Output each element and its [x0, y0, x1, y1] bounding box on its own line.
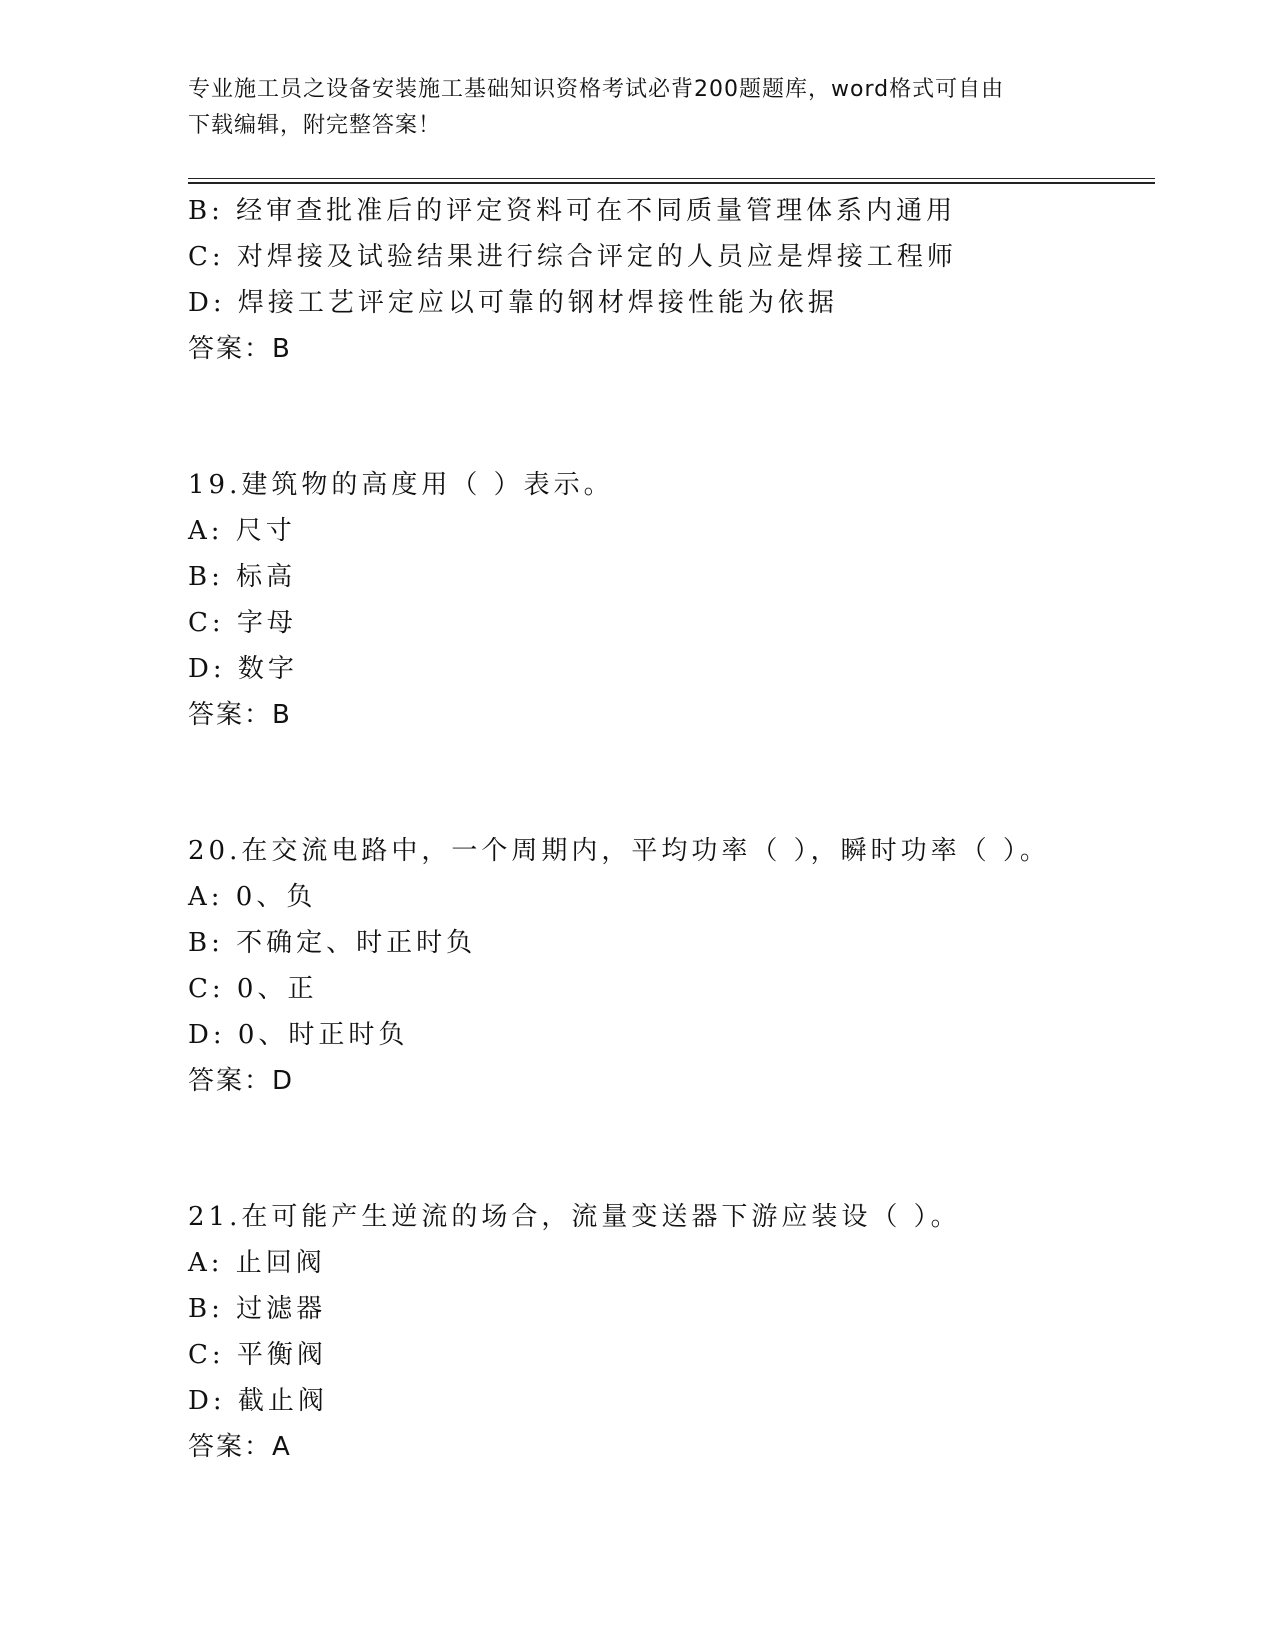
document-header: [188, 72, 1068, 144]
option-b: B: 不确定、时正时负: [188, 928, 477, 958]
question-content: [188, 188, 1155, 1470]
answer-line: 答案：A: [188, 1432, 292, 1462]
option-a: A: 尺寸: [188, 516, 296, 546]
option-d: D: 数字: [188, 654, 298, 684]
header-line-1: 专业施工员之设备安装施工基础知识资格考试必背200题题库，word格式可自由: [188, 77, 1005, 102]
question-spacer: [188, 372, 1155, 462]
option-c: C: 平衡阀: [188, 1340, 327, 1370]
option-d: D: 焊接工艺评定应以可靠的钢材焊接性能为依据: [188, 288, 838, 318]
header-divider-thick: [188, 182, 1155, 184]
option-c: C: 字母: [188, 608, 297, 638]
option-a: A: 0、负: [188, 882, 317, 912]
answer-line: 答案：B: [188, 700, 292, 730]
option-b: B: 标高: [188, 562, 297, 592]
option-a: A: 止回阀: [188, 1248, 326, 1278]
question-spacer: [188, 738, 1155, 828]
header-line-2: 下载编辑，附完整答案！: [188, 113, 442, 138]
question-stem: 20.在交流电路中，一个周期内，平均功率（ ），瞬时功率（ ）。: [188, 836, 1050, 866]
question-stem: 19.建筑物的高度用（ ）表示。: [188, 470, 614, 500]
question-21: [188, 1194, 1155, 1470]
option-d: D: 截止阀: [188, 1386, 328, 1416]
question-18-continued: [188, 188, 1155, 372]
option-c: C: 对焊接及试验结果进行综合评定的人员应是焊接工程师: [188, 242, 957, 272]
question-stem: 21.在可能产生逆流的场合，流量变送器下游应装设（ ）。: [188, 1202, 961, 1232]
question-spacer: [188, 1104, 1155, 1194]
answer-line: 答案：B: [188, 334, 292, 364]
option-d: D: 0、时正时负: [188, 1020, 409, 1050]
question-19: [188, 462, 1155, 738]
answer-line: 答案：D: [188, 1066, 295, 1096]
option-b: B: 过滤器: [188, 1294, 327, 1324]
question-20: [188, 828, 1155, 1104]
header-divider-thin: [188, 178, 1155, 179]
option-b: B: 经审查批准后的评定资料可在不同质量管理体系内通用: [188, 196, 957, 226]
option-c: C: 0、正: [188, 974, 318, 1004]
